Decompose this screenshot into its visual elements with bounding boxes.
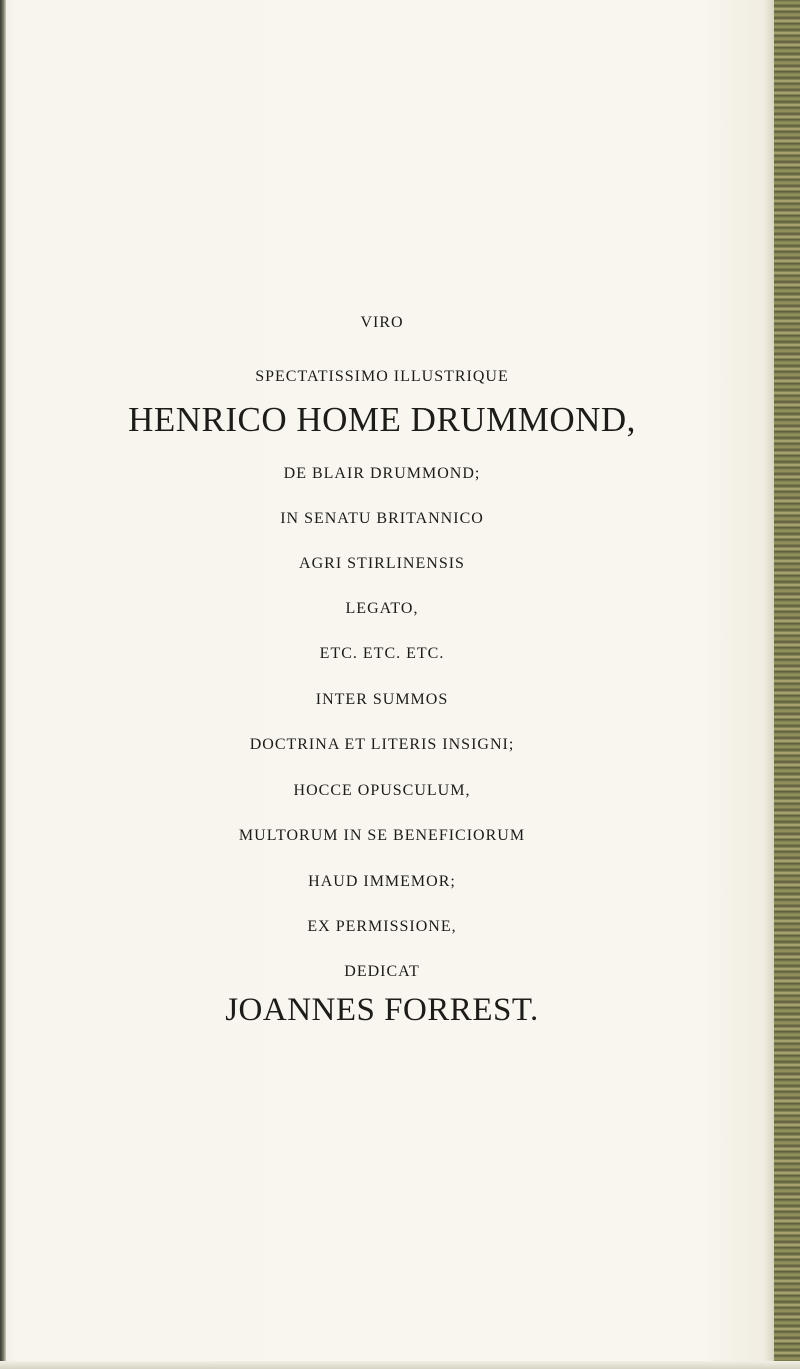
dedication-hocce: HOCCE OPUSCULUM, [293,782,471,799]
dedication-legato: LEGATO, [345,600,419,617]
dedication-etc: ETC. ETC. ETC. [319,645,445,662]
dedication-in-senatu: IN SENATU BRITANNICO [280,510,484,527]
dedication-ex-permissione: EX PERMISSIONE, [307,918,457,935]
dedicatee-name: HENRICO HOME DRUMMOND, [128,400,636,439]
dedication-agri: AGRI STIRLINENSIS [299,555,465,572]
dedication-viro: VIRO [360,314,404,331]
dedication-doctrina: DOCTRINA ET LITERIS INSIGNI; [249,736,515,753]
dedication-haud: HAUD IMMEMOR; [308,873,456,890]
page-gutter-shadow [764,0,774,1369]
dedication-multorum: MULTORUM IN SE BENEFICIORUM [238,827,526,844]
page-left-edge [0,0,6,1369]
book-spine-edge [774,0,800,1369]
dedication-inter-summos: INTER SUMMOS [315,691,449,708]
dedication-dedicat: DEDICAT [344,963,420,980]
dedication-de-blair: DE BLAIR DRUMMOND; [283,465,481,482]
dedication-spectatissimo: SPECTATISSIMO ILLUSTRIQUE [255,368,509,385]
page-bottom-edge [0,1361,800,1369]
author-name: JOANNES FORREST. [225,992,539,1028]
